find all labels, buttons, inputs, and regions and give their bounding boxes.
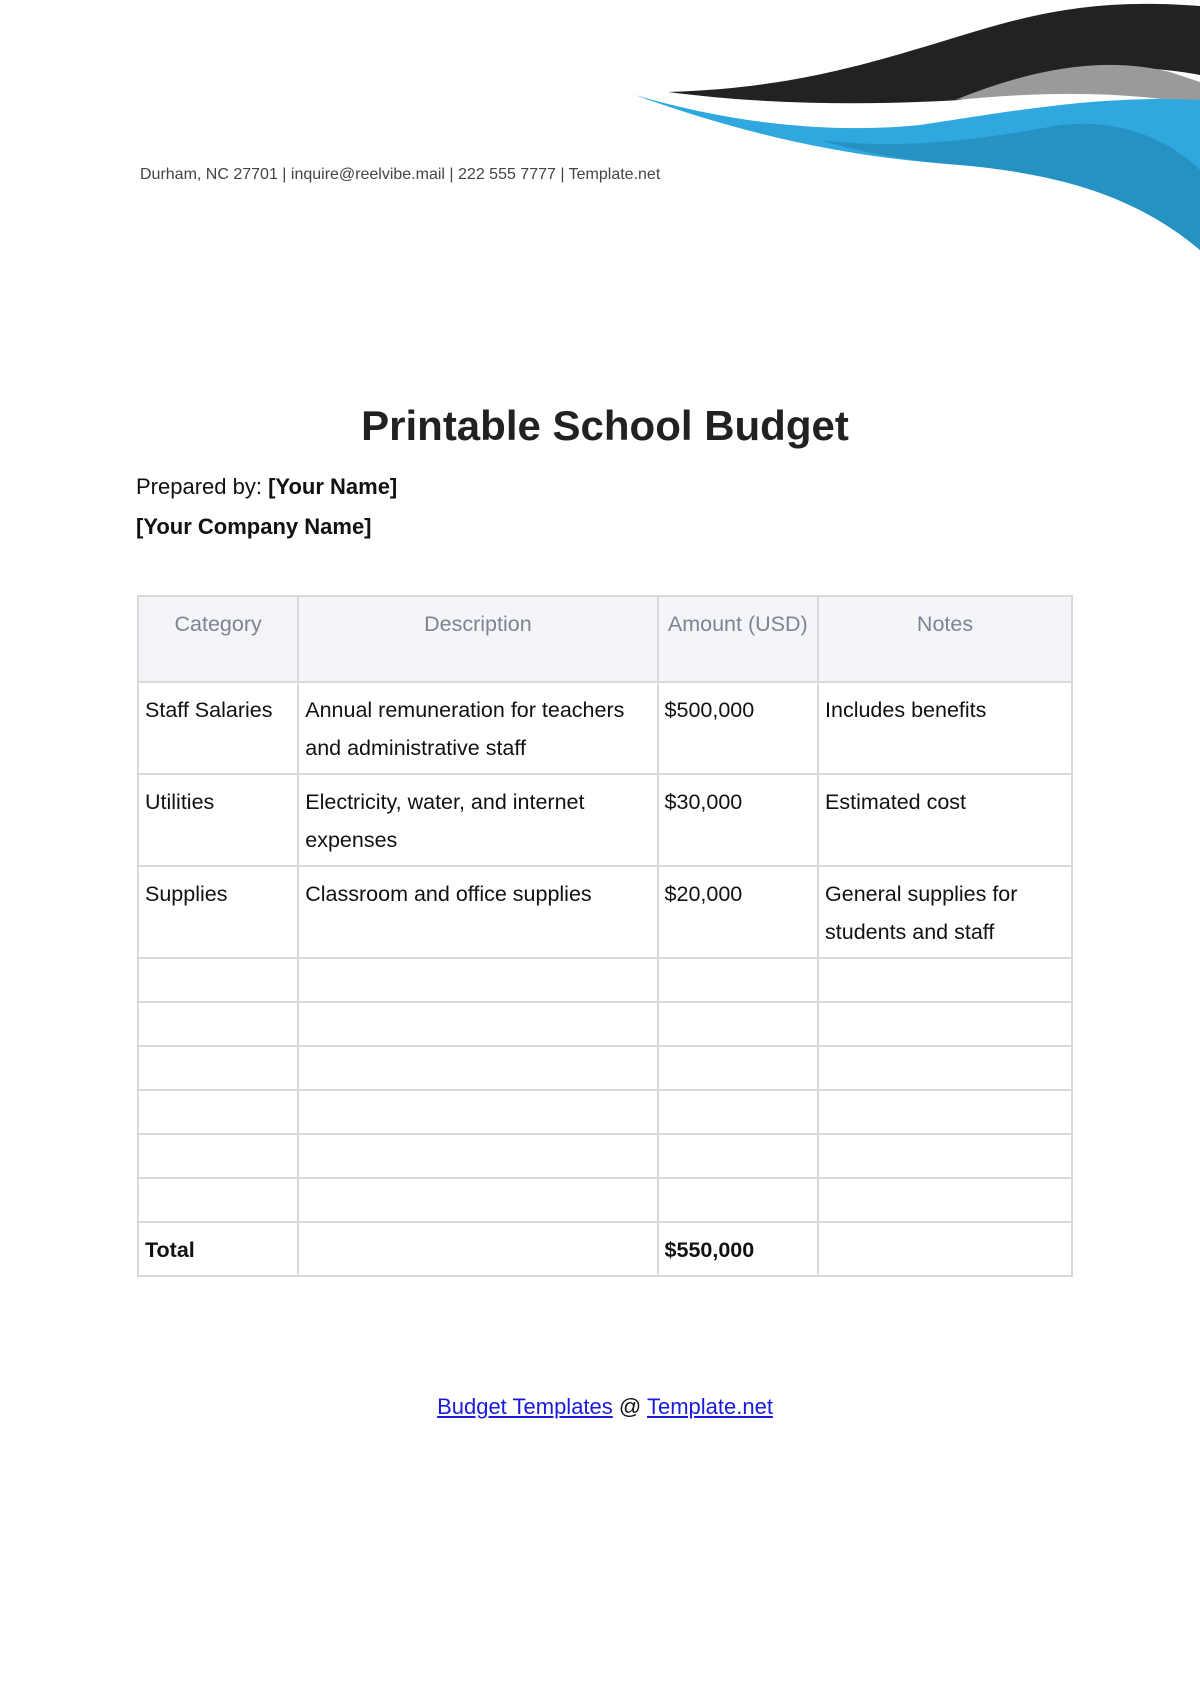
empty-cell: [818, 1090, 1072, 1134]
total-label: Total: [138, 1222, 298, 1276]
header-description: Description: [298, 596, 657, 682]
cell-description: Electricity, water, and internet expenses: [298, 774, 657, 866]
template-net-link[interactable]: Template.net: [646, 1394, 773, 1419]
empty-cell: [138, 958, 298, 1002]
empty-cell: [298, 958, 657, 1002]
table-row: [138, 866, 1072, 958]
table-header-row: [138, 596, 1072, 682]
empty-cell: [138, 1002, 298, 1046]
empty-cell: [658, 1002, 818, 1046]
company-name: [Your Company Name]: [136, 514, 372, 539]
table-row: [138, 682, 1072, 774]
empty-row: [138, 958, 1072, 1002]
total-row: [138, 1222, 1072, 1276]
empty-cell: [138, 1090, 298, 1134]
header-category: Category: [138, 596, 298, 682]
empty-cell: [818, 958, 1072, 1002]
header-wave-decoration: [0, 0, 1200, 260]
cell-notes: General supplies for students and staff: [818, 866, 1072, 958]
empty-cell: [298, 1134, 657, 1178]
empty-cell: [658, 1134, 818, 1178]
empty-row: [138, 1134, 1072, 1178]
empty-cell: [298, 1090, 657, 1134]
empty-cell: [298, 1046, 657, 1090]
cell-amount: $30,000: [658, 774, 818, 866]
empty-row: [138, 1178, 1072, 1222]
empty-row: [138, 1046, 1072, 1090]
contact-line: Durham, NC 27701 | inquire@reelvibe.mail | 222 555 7777 | Template.net: [140, 166, 661, 183]
empty-cell: [298, 1178, 657, 1222]
empty-cell: [138, 1178, 298, 1222]
empty-cell: [138, 1046, 298, 1090]
empty-row: [138, 1090, 1072, 1134]
header-amount: Amount (USD): [658, 596, 818, 682]
total-amount: $550,000: [658, 1222, 818, 1276]
cell-description: Classroom and office supplies: [298, 866, 657, 958]
cell-amount: $500,000: [658, 682, 818, 774]
header-notes: Notes: [818, 596, 1072, 682]
prepared-by: [136, 474, 397, 500]
empty-cell: [298, 1222, 657, 1276]
cell-category: Supplies: [138, 866, 298, 958]
prepared-by-name: [Your Name]: [268, 474, 398, 499]
empty-cell: [138, 1134, 298, 1178]
cell-notes: Includes benefits: [818, 682, 1072, 774]
empty-cell: [658, 1046, 818, 1090]
empty-cell: [818, 1222, 1072, 1276]
empty-cell: [298, 1002, 657, 1046]
prepared-by-label: Prepared by:: [136, 474, 262, 499]
empty-cell: [818, 1134, 1072, 1178]
empty-cell: [818, 1002, 1072, 1046]
empty-cell: [658, 1178, 818, 1222]
empty-cell: [818, 1178, 1072, 1222]
budget-table: [137, 595, 1073, 1277]
empty-cell: [658, 1090, 818, 1134]
empty-row: [138, 1002, 1072, 1046]
page-title: Printable School Budget: [361, 402, 849, 449]
table-row: [138, 774, 1072, 866]
cell-category: Utilities: [138, 774, 298, 866]
footer-separator: @: [618, 1394, 642, 1419]
empty-cell: [818, 1046, 1072, 1090]
cell-category: Staff Salaries: [138, 682, 298, 774]
cell-description: Annual remuneration for teachers and administrative staff: [298, 682, 657, 774]
cell-notes: Estimated cost: [818, 774, 1072, 866]
budget-templates-link[interactable]: Budget Templates: [437, 1394, 613, 1419]
footer: [0, 1394, 1200, 1420]
empty-cell: [658, 958, 818, 1002]
cell-amount: $20,000: [658, 866, 818, 958]
